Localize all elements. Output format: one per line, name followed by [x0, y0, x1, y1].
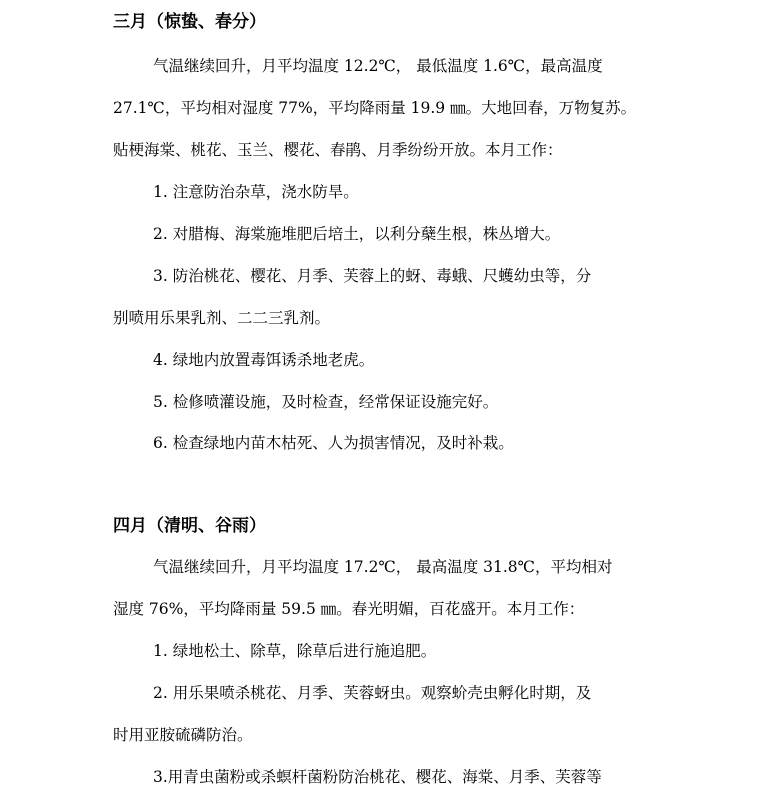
paragraph-line: 湿度 76%，平均降雨量 59.5 ㎜。春光明媚，百花盛开。本月工作： [113, 600, 585, 618]
list-item: 1. 注意防治杂草，浇水防旱。 [153, 183, 359, 201]
paragraph-line: 气温继续回升，月平均温度 12.2℃， 最低温度 1.6℃，最高温度 [153, 57, 603, 75]
list-item: 3.用青虫菌粉或杀螟杆菌粉防治桃花、樱花、海棠、月季、芙蓉等 [153, 768, 602, 786]
paragraph-line: 贴梗海棠、桃花、玉兰、樱花、春鹃、月季纷纷开放。本月工作： [113, 141, 563, 159]
list-item-continuation: 时用亚胺硫磷防治。 [113, 726, 253, 744]
paragraph-line: 气温继续回升，月平均温度 17.2℃， 最高温度 31.8℃，平均相对 [153, 558, 613, 576]
list-item: 2. 对腊梅、海棠施堆肥后培土，以利分蘖生根，株丛增大。 [153, 225, 561, 243]
list-item-continuation: 别喷用乐果乳剂、二二三乳剂。 [113, 309, 331, 327]
list-item: 6. 检查绿地内苗木枯死、人为损害情况，及时补栽。 [153, 434, 514, 452]
section-heading-april: 四月（清明、谷雨） [113, 516, 266, 536]
list-item: 3. 防治桃花、樱花、月季、芙蓉上的蚜、毒蛾、尺蠖幼虫等，分 [153, 267, 592, 285]
list-item: 5. 检修喷灌设施，及时检查，经常保证设施完好。 [153, 393, 499, 411]
section-heading-march: 三月（惊蛰、春分） [113, 12, 266, 32]
list-item: 1. 绿地松土、除草，除草后进行施追肥。 [153, 642, 437, 660]
list-item: 2. 用乐果喷杀桃花、月季、芙蓉蚜虫。观察蚧壳虫孵化时期，及 [153, 684, 592, 702]
paragraph-line: 27.1℃，平均相对湿度 77%，平均降雨量 19.9 ㎜。大地回春，万物复苏。 [113, 99, 637, 117]
list-item: 4. 绿地内放置毒饵诱杀地老虎。 [153, 351, 375, 369]
